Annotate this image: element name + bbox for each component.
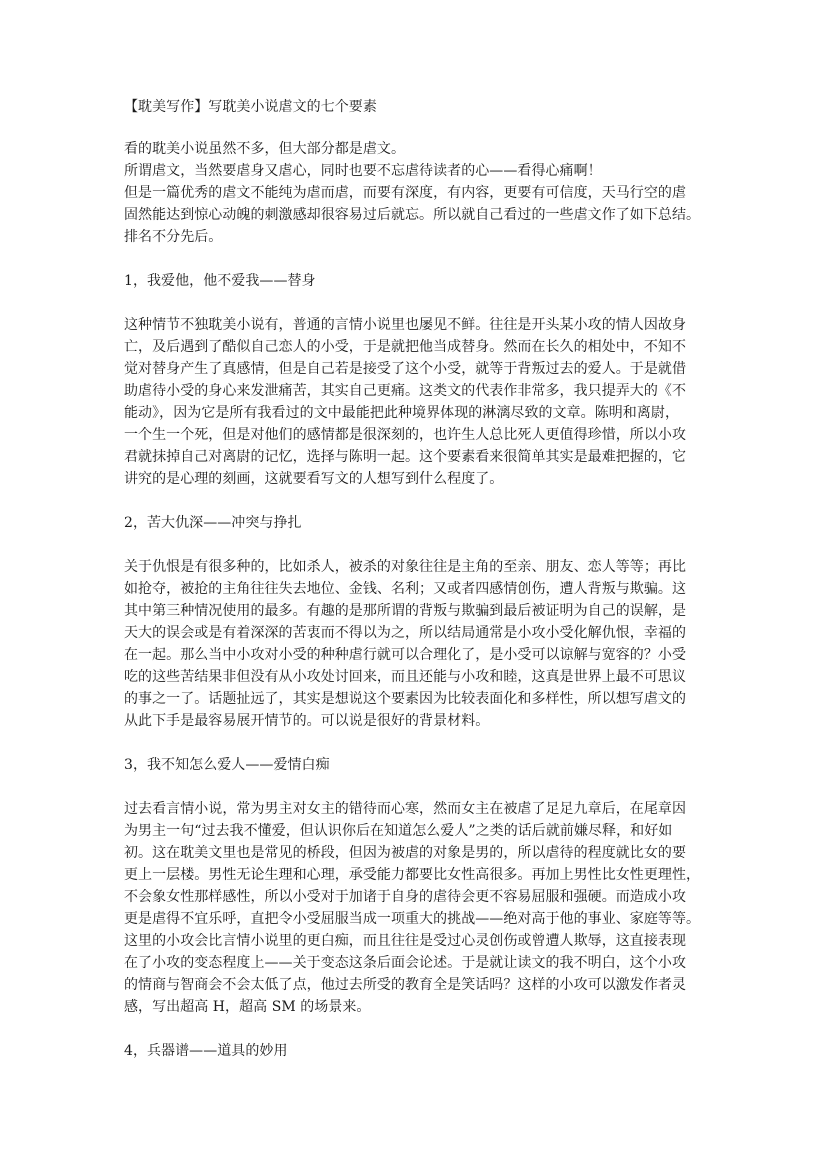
intro-paragraph bbox=[124, 138, 714, 248]
intro-line: 所谓虐文，当然要虐身又虐心，同时也要不忘虐待读者的心——看得心痛啊！ bbox=[124, 163, 602, 179]
document-page bbox=[124, 96, 714, 1062]
paragraph-line: 其中第三种情况使用的最多。有趣的是那所谓的背叛与欺骗到最后被证明为自己的误解，是 bbox=[124, 603, 686, 619]
paragraph-line: 能动》，因为它是所有我看过的文中最能把此种境界体现的淋漓尽致的文章。陈明和离尉， bbox=[124, 405, 679, 421]
section-paragraph bbox=[124, 798, 714, 1018]
paragraph-line: 如抢夺，被抢的主角往往失去地位、金钱、名利；又或者四感情创伤，遭人背叛与欺骗。这 bbox=[124, 581, 686, 597]
paragraph-line: 初。这在耽美文里也是常见的桥段，但因为被虐的对象是男的，所以虐待的程度就比女的要 bbox=[124, 845, 686, 861]
spacer bbox=[124, 534, 714, 556]
paragraph-line: 这种情节不独耽美小说有，普通的言情小说里也屡见不鲜。往往是开头某小攻的情人因故身 bbox=[124, 317, 686, 333]
section-heading: 4，兵器谱——道具的妙用 bbox=[124, 1043, 288, 1059]
paragraph-line: 感，写出超高 H，超高 SM 的场景来。 bbox=[124, 999, 371, 1015]
paragraph-line: 君就抹掉自己对离尉的记忆，选择与陈明一起。这个要素看来很简单其实是最难把握的，它 bbox=[124, 449, 686, 465]
intro-line: 固然能达到惊心动魄的刺激感却很容易过后就忘。所以就自己看过的一些虐文作了如下总结。 bbox=[124, 207, 701, 223]
spacer bbox=[124, 1018, 714, 1040]
paragraph-line: 从此下手是最容易展开情节的。可以说是很好的背景材料。 bbox=[124, 713, 490, 729]
document-title: 【耽美写作】写耽美小说虐文的七个要素 bbox=[124, 99, 377, 115]
paragraph-line: 的情商与智商会不会太低了点，他过去所受的教育全是笑话吗？这样的小攻可以激发作者灵 bbox=[124, 977, 686, 993]
paragraph-line: 在了小攻的变态程度上——关于变态这条后面会论述。于是就让读文的我不明白，这个小攻 bbox=[124, 955, 686, 971]
spacer bbox=[124, 776, 714, 798]
paragraph-line: 助虐待小受的身心来发泄痛苦，其实自己更痛。这类文的代表作非常多，我只提弄大的《不 bbox=[124, 383, 686, 399]
paragraph-line: 讲究的是心理的刻画，这就要看写文的人想写到什么程度了。 bbox=[124, 471, 504, 487]
paragraph-line: 在一起。那么当中小攻对小受的种种虐行就可以合理化了，是小受可以谅解与宽容的？小受 bbox=[124, 647, 686, 663]
spacer bbox=[124, 118, 714, 138]
paragraph-line: 更上一层楼。男性无论生理和心理，承受能力都要比女性高很多。再加上男性比女性更理性， bbox=[124, 867, 701, 883]
paragraph-line: 天大的误会或是有着深深的苦衷而不得以为之，所以结局通常是小攻小受化解仇恨，幸福的 bbox=[124, 625, 686, 641]
section-heading: 2，苦大仇深——冲突与挣扎 bbox=[124, 515, 302, 531]
section-paragraph bbox=[124, 314, 714, 490]
intro-line: 排名不分先后。 bbox=[124, 229, 223, 245]
section-heading: 1，我爱他，他不爱我——替身 bbox=[124, 273, 316, 289]
paragraph-line: 吃的这些苦结果非但没有从小攻处讨回来，而且还能与小攻和睦，这真是世界上最不可思议 bbox=[124, 669, 686, 685]
paragraph-line: 的事之一了。话题扯远了，其实是想说这个要素因为比较表面化和多样性，所以想写虐文的 bbox=[124, 691, 686, 707]
spacer bbox=[124, 248, 714, 270]
paragraph-line: 这里的小攻会比言情小说里的更白痴，而且往往是受过心灵创伤或曾遭人欺辱，这直接表现 bbox=[124, 933, 686, 949]
section-heading: 3，我不知怎么爱人——爱情白痴 bbox=[124, 757, 330, 773]
paragraph-line: 关于仇恨是有很多种的，比如杀人，被杀的对象往往是主角的至亲、朋友、恋人等等；再比 bbox=[124, 559, 686, 575]
paragraph-line: 更是虐得不宜乐呼，直把令小受屈服当成一项重大的挑战——绝对高于他的事业、家庭等等。 bbox=[124, 911, 701, 927]
intro-line: 看的耽美小说虽然不多，但大部分都是虐文。 bbox=[124, 141, 405, 157]
section-paragraph bbox=[124, 556, 714, 732]
paragraph-line: 一个生一个死，但是对他们的感情都是很深刻的，也许生人总比死人更值得珍惜，所以小攻 bbox=[124, 427, 686, 443]
spacer bbox=[124, 490, 714, 512]
paragraph-line: 不会象女性那样感性，所以小受对于加诸于自身的虐待会更不容易屈服和强硬。而造成小攻 bbox=[124, 889, 686, 905]
paragraph-line: 过去看言情小说，常为男主对女主的错待而心寒，然而女主在被虐了足足九章后，在尾章因 bbox=[124, 801, 686, 817]
spacer bbox=[124, 732, 714, 754]
paragraph-line: 为男主一句“过去我不懂爱，但认识你后在知道怎么爱人”之类的话后就前嫌尽释，和好如 bbox=[124, 823, 673, 839]
spacer bbox=[124, 292, 714, 314]
paragraph-line: 觉对替身产生了真感情，但是自己若是接受了这个小受，就等于背叛过去的爱人。于是就借 bbox=[124, 361, 686, 377]
intro-line: 但是一篇优秀的虐文不能纯为虐而虐，而要有深度，有内容，更要有可信度，天马行空的虐 bbox=[124, 185, 686, 201]
paragraph-line: 亡，及后遇到了酷似自己恋人的小受，于是就把他当成替身。然而在长久的相处中，不知不 bbox=[124, 339, 686, 355]
